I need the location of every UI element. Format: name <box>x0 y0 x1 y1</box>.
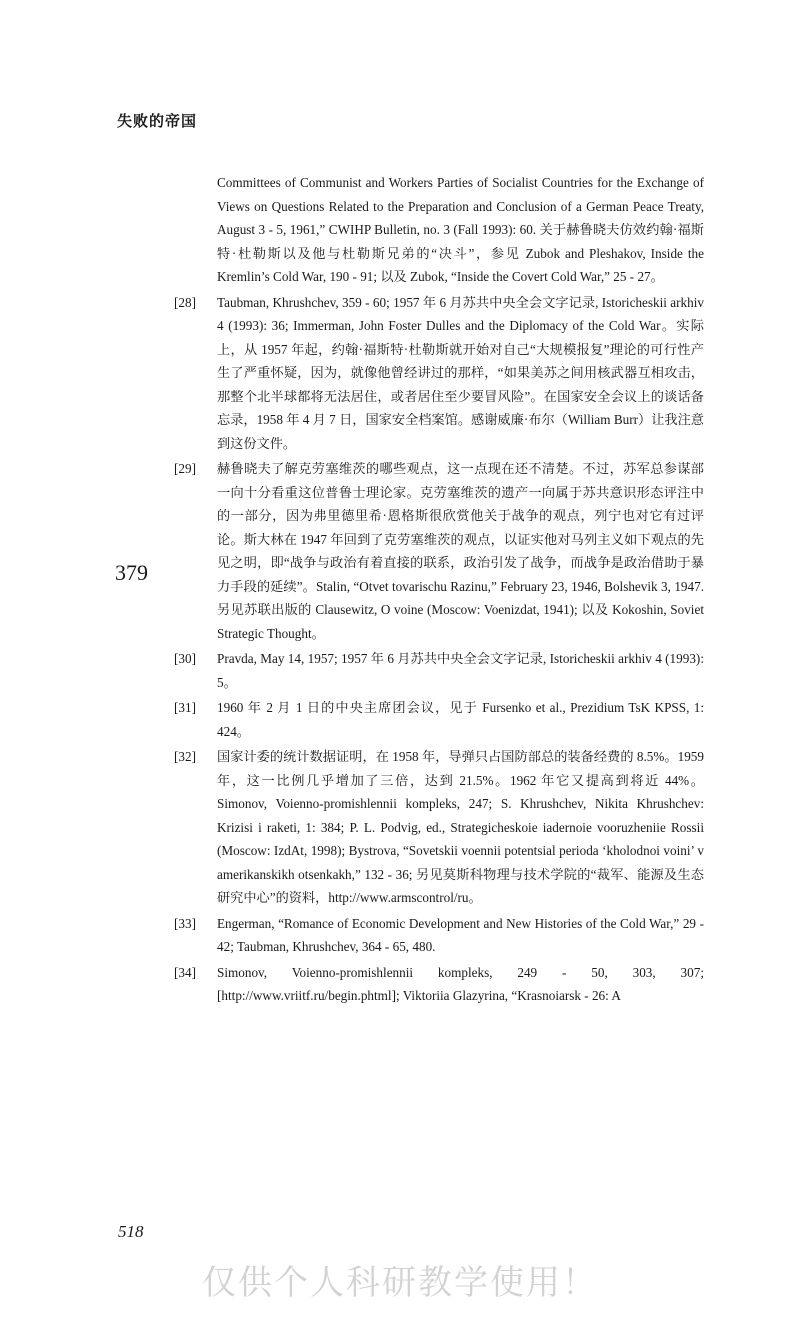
margin-page-number: 379 <box>115 560 148 585</box>
note-text: 国家计委的统计数据证明，在 1958 年，导弹只占国防部总的装备经费的 8.5%。1959 年，这一比例几乎增加了三倍，达到 21.5%。1962 年它又提高到将近 44%。Simonov, Voienno-promishlennii kompleks, 247; S. Khrushchev, Nikita Khrushchev: Krizisi i raketi, 1: 384; P. L. Podvig, ed., Strategicheskoie iadernoie vooruzheniie Rossii (Moscow: IzdAt, 1998); Bystrova, “Sovetskii voennii potentsial perioda ‘kholodnoi voini’ v amerikanskikh otsenkakh,” 132 - 36; 另见莫斯科物理与技术学院的“裁军、能源及生态研究中心”的资料，http://www.armscontrol/ru。 <box>217 749 704 905</box>
note-number: [30] <box>174 651 196 666</box>
note-number: [34] <box>174 964 196 980</box>
note-text: Pravda, May 14, 1957; 1957 年 6 月苏共中央全会文字记录, Istoricheskii arkhiv 4 (1993): 5。 <box>217 651 704 690</box>
watermark: 仅供个人科研教学使用！ <box>202 1263 598 1303</box>
note-32 <box>174 745 704 910</box>
note-continuation: Committees of Communist and Workers Parties of Socialist Countries for the Exchange of Views on Questions Related to the Preparation and Conclusion of a German Peace Treaty, August 3 - 5, 1961,” CWIHP Bulletin, no. 3 (Fall 1993): 60. 关于赫鲁晓夫仿效约翰·福斯特·杜勒斯以及他与杜勒斯兄弟的“决斗”，参见 Zubok and Pleshakov, Inside the Kremlin’s Cold War, 190 - 91; 以及 Zubok, “Inside the Covert Cold War,” 25 - 27。 <box>217 175 704 284</box>
note-text: 1960 年 2 月 1 日的中央主席团会议，见于 Fursenko et al., Prezidium TsK KPSS, 1: 424。 <box>217 700 704 739</box>
note-29 <box>174 457 704 645</box>
note-31 <box>174 696 704 743</box>
note-30 <box>174 647 704 694</box>
note-text: Engerman, “Romance of Economic Development and New Histories of the Cold War,” 29 - 42; Taubman, Khrushchev, 364 - 65, 480. <box>217 915 704 954</box>
note-text: Taubman, Khrushchev, 359 - 60; 1957 年 6 月苏共中央全会文字记录, Istoricheskii arkhiv 4 (1993): 36; Immerman, John Foster Dulles and the Diplomacy of the Cold War。实际上，从 1957 年起，约翰·福斯特·杜勒斯就开始对自己“大规模报复”理论的可行性产生了严重怀疑，因为，就像他曾经讲过的那样，“如果美苏之间用核武器互相攻击，那整个北半球都将无法居住，或者居住至少要冒风险”。在国家安全会议上的谈话备忘录，1958 年 4 月 7 日，国家安全档案馆。感谢威廉·布尔（William Burr）让我注意到这份文件。 <box>217 294 704 451</box>
endnotes-block <box>174 171 704 1010</box>
note-number: [28] <box>174 294 196 310</box>
page-number: 518 <box>118 1222 144 1241</box>
note-number: [29] <box>174 461 196 476</box>
note-34 <box>174 961 704 1008</box>
running-head: 失败的帝国 <box>117 112 198 130</box>
note-number: [31] <box>174 700 196 715</box>
note-33 <box>174 912 704 959</box>
note-text: 赫鲁晓夫了解克劳塞维茨的哪些观点，这一点现在还不清楚。不过，苏军总参谋部一向十分看重这位普鲁士理论家。克劳塞维茨的遗产一向属于苏共意识形态评注中的一部分，因为弗里德里希·恩格斯很欣赏他关于战争的观点，列宁也对它有过评论。斯大林在 1947 年回到了克劳塞维茨的观点，以证实他对马列主义如下观点的先见之明，即“战争与政治有着直接的联系，政治引发了战争，而战争是政治借助于暴力手段的延续”。Stalin, “Otvet tovarischu Razinu,” February 23, 1946, Bolshevik 3, 1947. 另见苏联出版的 Clausewitz, O voine (Moscow: Voenizdat, 1941); 以及 Kokoshin, Soviet Strategic Thought。 <box>217 461 704 641</box>
note-text: Simonov, Voienno-promishlennii kompleks, 249 - 50, 303, 307; [http://www.vriitf.ru/begin.phtml]; Viktoriia Glazyrina, “Krasnoiarsk - 26: A <box>217 964 704 1003</box>
note-28 <box>174 291 704 456</box>
note-number: [33] <box>174 915 196 931</box>
note-number: [32] <box>174 749 196 764</box>
